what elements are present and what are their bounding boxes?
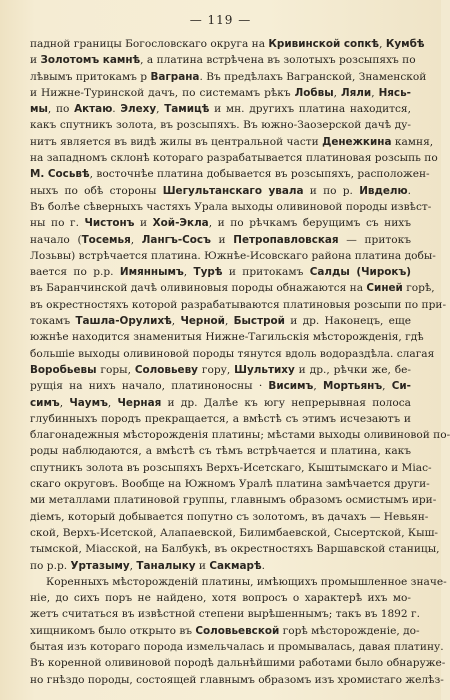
text-line [30, 574, 447, 590]
bold-term: Ивделю [359, 184, 408, 197]
text-run: рущія на нихъ начало, платиноносны · [30, 380, 269, 393]
text-line [30, 606, 420, 622]
bold-term: Шультиху [234, 363, 295, 376]
text-run: хищникомъ было открыто въ [30, 624, 196, 637]
bold-term: Уртазыму [70, 559, 130, 572]
text-run: , [156, 103, 165, 116]
text-run: по р.р. [30, 559, 71, 572]
text-line [30, 378, 411, 394]
bold-term: Сакмарѣ [209, 559, 262, 572]
text-line [30, 150, 438, 166]
text-line [30, 69, 427, 85]
text-run: лѣвымъ притокамъ р [30, 70, 151, 83]
body-text [30, 36, 450, 688]
text-run: . [112, 103, 121, 116]
text-run: , [59, 396, 70, 409]
text-run: камня, [391, 135, 434, 148]
bold-term: симъ [30, 396, 60, 409]
text-run: , [333, 86, 341, 99]
text-line [30, 85, 411, 101]
text-run: нитъ является въ видѣ жилы въ центральной части [30, 135, 323, 148]
text-line [30, 166, 430, 182]
text-line [30, 101, 411, 117]
text-run: большіе выходы оливиновой породы тянутся вдоль водораздѣла. слагая [30, 347, 435, 360]
text-run: , и по рѣчкамъ берущимъ съ нихъ [208, 217, 412, 230]
text-run: скаго округовъ. Вообще на Южномъ Уралѣ платина замѣчается други- [30, 478, 430, 491]
text-run: и др. Далѣе къ югу непрерывная полоса [161, 396, 411, 409]
bold-term: Кумбѣ [385, 38, 425, 50]
text-run: и др. Наконецъ, еще [284, 315, 411, 328]
text-run: горѣ, [402, 282, 435, 295]
text-line [30, 623, 420, 639]
bold-term: Тосемья [81, 233, 131, 246]
text-run: ніе, до сихъ поръ не найдено, хотя вопросъ о характерѣ ихъ мо- [30, 592, 411, 605]
text-run: горѣ мѣсторожденіе, до- [279, 624, 420, 637]
text-line [30, 52, 416, 68]
text-run: , [183, 266, 194, 279]
text-line [30, 183, 411, 199]
text-run: , [382, 380, 392, 393]
text-run: . Въ предѣлахъ Вагранской, Знаменской [199, 70, 427, 83]
bold-term: Си- [391, 380, 411, 393]
bold-term: Чистонъ [84, 217, 135, 230]
text-run: , [129, 559, 137, 572]
text-line [30, 558, 411, 574]
text-run: и [210, 233, 234, 246]
text-line [30, 199, 432, 215]
bold-term: Лобвы [294, 86, 334, 99]
text-run: діемъ, который добывается попутно съ золотомъ, въ дачахъ — Невьян- [30, 510, 429, 523]
text-line [30, 492, 437, 508]
text-line [30, 264, 411, 280]
text-run: Въ болѣе сѣверныхъ частяхъ Урала выходы оливиновой породы извѣст- [30, 200, 432, 213]
text-run: и по р. [303, 184, 360, 197]
bold-term: Ташла-Орулихѣ [75, 315, 172, 328]
text-line [30, 525, 438, 541]
bold-term: мы [30, 103, 48, 116]
text-line [30, 672, 444, 688]
text-run: — притокъ [338, 233, 411, 246]
text-run: Въ коренной оливиновой породѣ дальнѣйшими работами было обнаруже- [30, 657, 446, 670]
bold-term: М. Сосьвѣ [30, 168, 90, 181]
bold-term: Имяннымъ [119, 266, 184, 279]
text-run: , [107, 396, 118, 409]
text-run: и [134, 217, 153, 230]
text-line [30, 329, 424, 345]
text-run: , [371, 86, 379, 99]
text-line [30, 215, 411, 231]
text-run: тымской, Міасской, на Балбукѣ, въ окрестностяхъ Варшавской станицы, [30, 543, 440, 556]
bold-term: Черная [117, 396, 162, 409]
text-line [30, 541, 440, 557]
text-line [30, 443, 411, 459]
bold-term: Турѣ [193, 266, 223, 279]
text-run: , [171, 315, 181, 328]
text-run: на западномъ склонѣ котораго разрабатывается платиновая розсыпь по [30, 152, 438, 165]
text-run: жетъ считаться въ извѣстной степени вырѣшеннымъ; такъ въ 1892 г. [30, 608, 420, 621]
text-run: токамъ [30, 315, 76, 328]
bold-term: Хой-Экла [152, 217, 209, 230]
text-run: , а платина встрѣчена въ золотыхъ розсыпяхъ по [140, 54, 416, 67]
bold-term: Шегультанскаго увала [162, 184, 304, 197]
text-run: , по [47, 103, 75, 116]
text-line [30, 313, 411, 329]
bold-term: Кривинской сопкѣ [268, 38, 380, 50]
text-run: и [195, 559, 210, 572]
text-run: роды наблюдаются, а вмѣстѣ съ тѣмъ встрѣчается и платина, какъ [30, 445, 411, 458]
text-line [30, 476, 430, 492]
text-line [30, 362, 411, 378]
text-line [30, 655, 446, 671]
text-line [30, 248, 436, 264]
text-line [30, 346, 435, 362]
text-run: . [261, 559, 265, 572]
text-run: Лозьвы) встрѣчается платина. Южнѣе-Исовскаго района платина добы- [30, 249, 436, 262]
text-run: какъ спутникъ золота, въ розсыпяхъ. Въ южно-Заозерской дачѣ ду- [30, 119, 411, 132]
text-run: начало ( [30, 233, 82, 246]
bold-term: Соловьевской [195, 624, 280, 637]
bold-term: Черной [180, 315, 225, 328]
text-run: въ Баранчинской дачѣ оливиновыя породы обнажаются на [30, 282, 367, 295]
text-run: благонадежныя мѣсторожденія платины; мѣстами выходы оливиновой по- [30, 429, 450, 442]
bold-term: Лангъ-Сосъ [141, 233, 211, 246]
text-run: въ окрестностяхъ которой разрабатываются платиновыя розсыпи по при- [30, 298, 447, 311]
text-line [30, 36, 425, 52]
bold-term: Чаумъ [69, 396, 108, 409]
text-line [30, 427, 450, 443]
bold-term: Таналыку [136, 559, 196, 572]
text-run: но гнѣздо породы, состоящей главнымъ образомъ изъ хромистаго желѣз- [30, 673, 444, 686]
text-run: вается по р.р. [30, 266, 120, 279]
bold-term: Синей [366, 282, 403, 295]
bold-term: Элеху [120, 103, 157, 116]
text-run: , [379, 38, 386, 50]
bold-term: Мортьянъ [322, 380, 383, 393]
bold-term: Соловьеву [134, 363, 198, 376]
text-line [30, 134, 434, 150]
text-run: падной границы Богословскаго округа на [30, 38, 269, 50]
text-run: , [313, 380, 323, 393]
text-run: Коренныхъ мѣсторожденій платины, имѣющихъ промышленное значе- [46, 575, 447, 588]
text-line [30, 460, 432, 476]
text-run: спутникъ золота въ розсыпяхъ Верхъ-Исетскаго, Кыштымскаго и Міас- [30, 461, 432, 474]
text-run: гору, [197, 363, 235, 376]
text-run: , [130, 233, 142, 246]
text-line [30, 411, 411, 427]
bold-term: Петропавловская [233, 233, 339, 246]
text-line [30, 509, 429, 525]
text-line [30, 232, 411, 248]
bold-term: Ляли [341, 86, 372, 99]
text-run: глубинныхъ породъ прекращается, а вмѣстѣ съ этимъ исчезаютъ и [30, 412, 411, 425]
text-run: и [30, 54, 41, 67]
bold-term: Салды (Чирокъ) [309, 266, 411, 279]
text-run: и притокамъ [222, 266, 310, 279]
text-run: , [224, 315, 234, 328]
page-number: — 119 — [189, 13, 252, 27]
text-line [30, 395, 411, 411]
text-run: ны по г. [30, 217, 85, 230]
bold-term: Висимъ [268, 380, 314, 393]
bold-term: Тамицѣ [164, 103, 210, 116]
text-run: бытая изъ котораго порода измельчалась и промывалась, давая платину. [30, 640, 444, 653]
bold-term: Вагрaна [150, 70, 200, 83]
bold-term: Воробьевы [30, 363, 97, 376]
bold-term: Нясь- [378, 86, 411, 99]
text-run: южнѣе находится знаменитыя Нижне-Тагильскія мѣсторожденія, гдѣ [30, 331, 424, 344]
text-run: и Нижне-Туринской дачъ, по системамъ рѣкъ [30, 86, 295, 99]
text-run: . [407, 184, 411, 197]
text-line [30, 280, 435, 296]
bold-term: Золотомъ камнѣ [40, 54, 141, 67]
bold-term: Актаю [74, 103, 113, 116]
text-run: и мн. другихъ платина находится, [209, 103, 411, 116]
text-run: ми металлами платиновой группы, главнымъ образомъ осмистымъ иpи- [30, 494, 437, 507]
text-run: горы, [96, 363, 135, 376]
text-run: и др., рѣчки же, бе- [294, 363, 412, 376]
text-run: , восточнѣе платина добывается въ розсыпяхъ, расположен- [89, 168, 430, 181]
bold-term: Быстрой [233, 315, 285, 328]
text-line [30, 297, 447, 313]
text-line [30, 590, 411, 606]
bold-term: Денежкина [322, 135, 392, 148]
text-line [30, 639, 444, 655]
text-line [30, 117, 411, 133]
text-run: ской, Верхъ-Исетской, Алапаевской, Билимбаевской, Сысертской, Кыш- [30, 526, 438, 539]
text-run: ныхъ по обѣ стороны [30, 184, 163, 197]
